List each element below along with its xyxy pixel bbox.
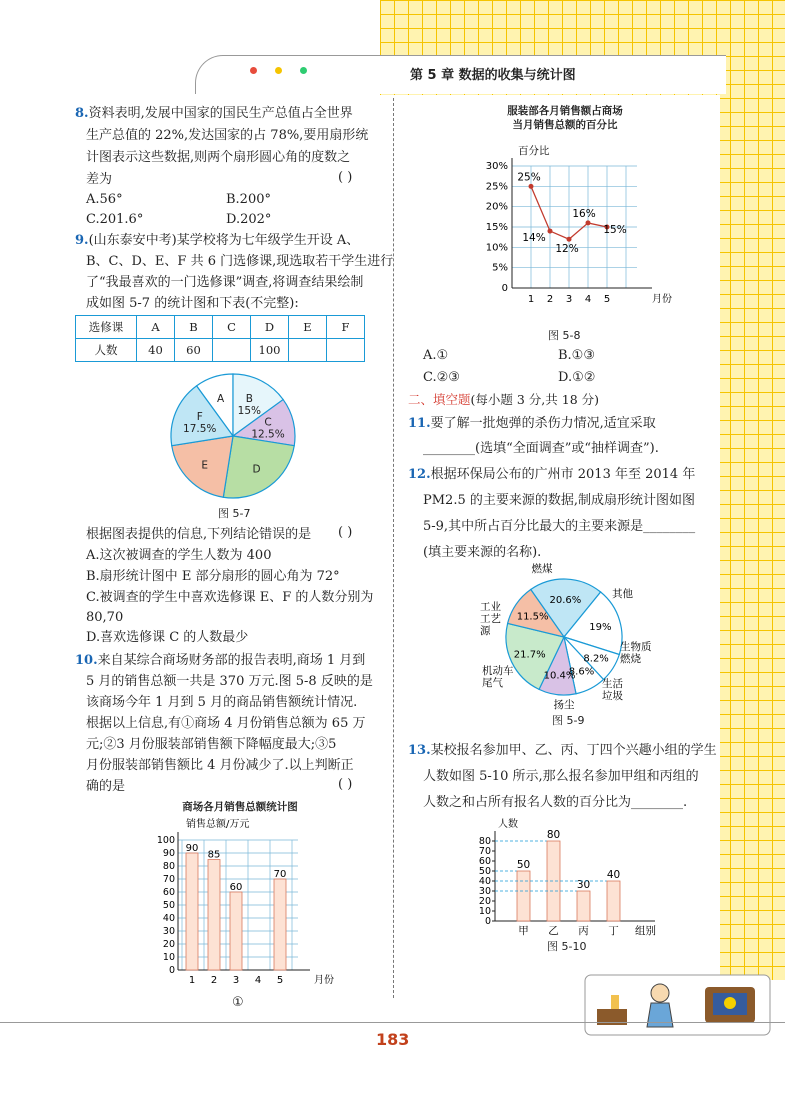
chart1-bar <box>274 879 286 970</box>
bottom-rule <box>0 1022 785 1023</box>
q8-line-4: 差为 <box>86 172 113 187</box>
q12-line-1: 12.根据环保局公布的广州市 2013 年至 2014 年 <box>408 467 696 482</box>
q9-answer-paren[interactable]: ( ) <box>338 525 353 540</box>
pie-5-7-label: B 15% <box>237 392 262 417</box>
table-cell <box>289 339 327 362</box>
chart1-xtick: 5 <box>276 975 284 986</box>
chart1-bar <box>208 860 220 971</box>
chart1-ytick: 0 <box>168 965 175 976</box>
q12-line-3: 5-9,其中所占百分比最大的主要来源是________ <box>423 519 696 534</box>
chart2-value-label: 14% <box>522 232 546 245</box>
chart1-ytick: 90 <box>162 848 175 859</box>
chart1-ytick: 60 <box>162 887 175 898</box>
q13-line-2: 人数如图 5-10 所示,那么报名参加甲组和丙组的 <box>423 769 699 784</box>
table-cell: 40 <box>137 339 175 362</box>
fig-5-9-caption: 图 5-9 <box>552 714 585 727</box>
q10-option-c: C.②③ <box>423 370 460 385</box>
chart1-xlabel: 月份 <box>314 975 334 986</box>
chart2-xtick: 2 <box>546 294 554 305</box>
q9-question: 根据图表提供的信息,下列结论错误的是 <box>86 527 312 542</box>
line-chart-percent <box>470 140 670 315</box>
fig-5-7-caption: 图 5-7 <box>218 507 251 520</box>
table-cell: 人数 <box>76 339 137 362</box>
q8-option-a: A.56° <box>86 192 123 207</box>
q8-line-3: 计图表示这些数据,则两个扇形圆心角的度数之 <box>86 150 351 165</box>
chart1-value-label: 70 <box>273 869 287 880</box>
chart2-ylabel: 百分比 <box>518 145 550 157</box>
chart3-ytick: 40 <box>478 876 491 887</box>
pie-5-9-value-label: 8.2% <box>583 653 609 665</box>
chart1-xtick: 3 <box>232 975 240 986</box>
table-cell <box>213 339 251 362</box>
pie-5-9-category-label: 生活垃圾 <box>602 678 623 702</box>
q13-line-3: 人数之和占所有报名人数的百分比为________. <box>423 795 688 810</box>
chart1-ytick: 30 <box>162 926 175 937</box>
q10-line-2: 5 月的销售总额一共是 370 万元.图 5-8 反映的是 <box>86 674 373 689</box>
chart2-ytick: 20% <box>485 201 508 213</box>
pie-chart-5-7 <box>165 370 305 505</box>
q10-line-6: 月份服装部销售额比 4 月份减少了.以上判断正 <box>86 758 354 773</box>
chart3-xtick: 丁 <box>608 925 619 937</box>
chart3-ytick: 50 <box>478 866 491 877</box>
chart3-ytick: 20 <box>478 896 491 907</box>
fig-5-10-caption: 图 5-10 <box>547 940 587 953</box>
q10-option-d: D.①② <box>558 370 596 385</box>
q9-line-2: B、C、D、E、F 共 6 门选修课,现选取若干学生进行 <box>86 254 394 269</box>
table-row <box>76 339 365 362</box>
pie-5-9-value-label: 8.6% <box>568 666 595 678</box>
q9-option-a: A.这次被调查的学生人数为 400 <box>86 548 272 563</box>
q11-line-2: ________(选填“全面调查”或“抽样调查”). <box>423 441 659 456</box>
chart1-ytick: 10 <box>162 952 175 963</box>
q12-line-4: (填主要来源的名称). <box>423 545 542 560</box>
pie-5-9-value-label: 19% <box>589 622 612 634</box>
chart2-ytick: 25% <box>485 181 508 193</box>
chart1-value-label: 85 <box>207 849 221 861</box>
bar-chart-sales <box>150 815 334 990</box>
section-2-heading: 二、填空题(每小题 3 分,共 18 分) <box>408 392 599 407</box>
pie-5-9-category-label: 机动车尾气 <box>482 665 514 689</box>
q10-line-1: 10.来自某综合商场财务部的报告表明,商场 1 月到 <box>75 653 366 668</box>
pie-5-7-label: F 17.5% <box>183 411 217 436</box>
table-cell: 选修课 <box>76 316 137 339</box>
pie-5-9-value-label: 11.5% <box>516 611 549 623</box>
chart2-ytick: 30% <box>485 161 508 172</box>
pie-5-9-value-label: 10.4% <box>543 670 576 682</box>
chart1-bar <box>186 853 198 970</box>
chart3-xtick: 甲 <box>518 925 529 937</box>
header-dots <box>250 67 307 74</box>
q9-option-c-cont: 80,70 <box>86 610 124 625</box>
chart2-point <box>529 184 534 189</box>
chart3-value-label: 40 <box>606 869 621 881</box>
chart3-xtick: 乙 <box>548 925 559 937</box>
q9-table <box>75 315 365 362</box>
chart1-ytick: 100 <box>156 835 175 846</box>
q9-line-1: 9.(山东泰安中考)某学校将为七年级学生开设 A、 <box>75 233 360 248</box>
pie-5-9-category-label: 工业工艺源 <box>480 601 501 637</box>
q10-line-5: 元;②3 月份服装部销售额下降幅度最大;③5 <box>86 737 337 752</box>
q8-option-c: C.201.6° <box>86 212 144 227</box>
q10-answer-paren[interactable]: ( ) <box>338 777 353 792</box>
q9-option-c: C.被调查的学生中喜欢选修课 E、F 的人数分别为 <box>86 590 374 605</box>
q8-option-d: D.202° <box>226 212 272 227</box>
chart3-value-label: 80 <box>546 829 561 841</box>
q10-line-3: 该商场今年 1 月到 5 月的商品销售额统计情况. <box>86 695 358 710</box>
chart1-value-label: 60 <box>229 882 243 893</box>
chart1-ylabel: 销售总额/万元 <box>186 819 250 830</box>
table-cell: F <box>327 316 365 339</box>
pie-5-9-category-label: 扬尘 <box>553 699 575 711</box>
chart2-value-label: 15% <box>603 224 627 236</box>
q9-line-3: 了“我最喜欢的一门选修课”调查,将调查结果绘制 <box>86 275 364 290</box>
table-cell: E <box>289 316 327 339</box>
chart2-point <box>548 229 553 234</box>
chart2-ytick: 5% <box>492 262 508 274</box>
q9-line-4: 成如图 5-7 的统计图和下表(不完整): <box>86 296 299 311</box>
q10-line-7: 确的是 <box>86 779 126 794</box>
chart2-ytick: 10% <box>485 242 508 254</box>
pie-5-9-category-label: 燃煤 <box>531 563 553 575</box>
red-dot-icon <box>250 67 257 74</box>
q9-option-d: D.喜欢选修课 C 的人数最少 <box>86 630 249 645</box>
chart3-xlabel: 组别 <box>635 925 656 937</box>
chart2-title-line: 服装部各月销售额占商场 <box>507 105 623 117</box>
pie-5-7-label: D <box>252 463 261 476</box>
pie-5-7-label: E <box>201 459 209 472</box>
q8-answer-paren[interactable]: ( ) <box>338 170 353 185</box>
chart3-ylabel: 人数 <box>498 819 518 830</box>
q11-line-1: 11.要了解一批炮弹的杀伤力情况,适宜采取 <box>408 416 656 431</box>
table-cell: D <box>251 316 289 339</box>
chart3-bar <box>607 881 620 921</box>
pie-5-7-label: A <box>217 392 225 405</box>
table-cell: 100 <box>251 339 289 362</box>
chart3-ytick: 0 <box>484 916 491 927</box>
chart2-xtick: 5 <box>603 294 611 305</box>
q10-option-b: B.①③ <box>558 348 595 363</box>
chapter-title: 第 5 章 数据的收集与统计图 <box>410 68 576 83</box>
pie-5-9-category-label: 生物质燃烧 <box>620 641 652 665</box>
pie-5-9-value-label: 21.7% <box>513 649 546 661</box>
yellow-dot-icon <box>275 67 282 74</box>
q13-line-1: 13.某校报名参加甲、乙、丙、丁四个兴趣小组的学生 <box>408 743 717 758</box>
column-divider <box>393 98 394 998</box>
chart2-point <box>586 220 591 225</box>
chart3-value-label: 50 <box>516 859 531 871</box>
chart1-caption: ① <box>232 995 244 1010</box>
pie-5-9-category-label: 其他 <box>612 588 633 600</box>
table-cell: A <box>137 316 175 339</box>
q9-option-b: B.扇形统计图中 E 部分扇形的圆心角为 72° <box>86 569 340 584</box>
table-cell: C <box>213 316 251 339</box>
fig-5-8-caption: 图 5-8 <box>548 329 581 342</box>
chart1-title: 商场各月销售总额统计图 <box>182 801 298 813</box>
chart1-xtick: 1 <box>188 975 196 986</box>
chart2-xtick: 3 <box>565 294 573 305</box>
chart2-xlabel: 月份 <box>652 294 672 305</box>
chart1-ytick: 50 <box>162 900 175 911</box>
pie-chart-5-9 <box>472 562 672 712</box>
q10-line-4: 根据以上信息,有①商场 4 月份销售总额为 65 万 <box>86 716 366 731</box>
chart1-ytick: 70 <box>162 874 175 885</box>
bar-chart-5-10 <box>470 813 665 938</box>
chart2-ytick: 0 <box>501 283 508 294</box>
chart1-value-label: 90 <box>185 843 199 854</box>
chart3-ytick: 60 <box>478 856 491 867</box>
chart3-value-label: 30 <box>576 879 591 891</box>
chart1-ytick: 20 <box>162 939 175 950</box>
chart2-value-label: 25% <box>517 171 541 184</box>
chart3-ytick: 70 <box>478 846 491 857</box>
chart3-ytick: 10 <box>478 906 491 917</box>
q10-option-a: A.① <box>423 348 449 363</box>
chart1-ytick: 40 <box>162 913 175 924</box>
chart2-title <box>470 104 660 132</box>
table-cell: B <box>175 316 213 339</box>
chart3-ytick: 80 <box>478 836 491 847</box>
chart3-bar <box>517 871 530 921</box>
chart1-xtick: 4 <box>254 975 262 986</box>
chart3-xtick: 丙 <box>578 925 589 937</box>
q8-option-b: B.200° <box>226 192 271 207</box>
chart3-ytick: 30 <box>478 886 491 897</box>
chart2-title-line: 当月销售总额的百分比 <box>512 119 618 131</box>
table-cell <box>327 339 365 362</box>
chart3-bar <box>547 841 560 921</box>
chart2-xtick: 4 <box>584 294 592 305</box>
chart2-ytick: 15% <box>485 222 508 233</box>
green-dot-icon <box>300 67 307 74</box>
chart1-ytick: 80 <box>162 861 175 872</box>
pie-5-9-value-label: 20.6% <box>549 595 582 607</box>
chart3-bar <box>577 891 590 921</box>
chart2-point <box>567 237 572 242</box>
table-cell: 60 <box>175 339 213 362</box>
chart2-xtick: 1 <box>527 294 535 305</box>
page-number: 183 <box>376 1030 410 1049</box>
chart2-value-label: 16% <box>572 207 596 220</box>
q12-line-2: PM2.5 的主要来源的数据,制成扇形统计图如图 <box>423 493 695 508</box>
chart1-xtick: 2 <box>210 975 218 986</box>
chart1-bar <box>230 892 242 970</box>
reading-girl-illustration-icon <box>585 975 770 1035</box>
chart2-value-label: 12% <box>555 243 579 256</box>
q8-line-2: 生产总值的 22%,发达国家的占 78%,要用扇形统 <box>86 128 369 143</box>
table-header-row <box>76 316 365 339</box>
pie-5-7-label: C 12.5% <box>251 416 285 441</box>
q8-line-1: 8.资料表明,发展中国家的国民生产总值占全世界 <box>75 106 353 121</box>
